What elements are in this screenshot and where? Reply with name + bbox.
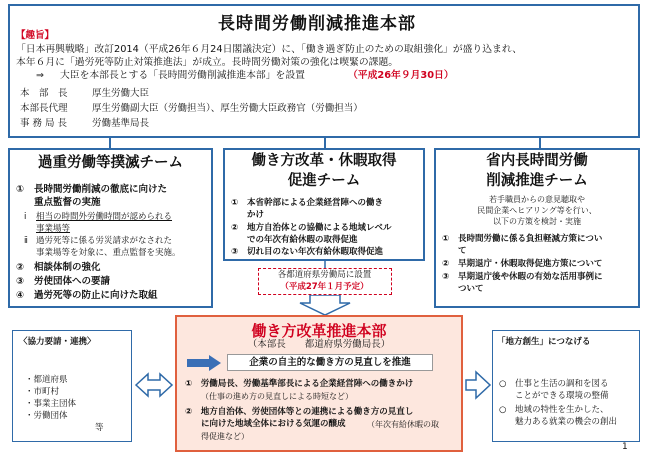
list-item: 重点監督の実施	[34, 197, 101, 208]
regional-revitalization-panel	[492, 330, 640, 442]
list-item: 地方自治体との協働による地域レベル	[247, 223, 392, 233]
list-item: 事業場等を対象に、重点監督を実施。	[36, 248, 181, 258]
purpose-label: 【趣旨】	[16, 30, 55, 41]
center-banner	[227, 354, 433, 371]
list-item: 長時間労働に係る負担軽減方策につい	[458, 234, 603, 244]
team-workstyle-panel	[223, 148, 425, 261]
member-role: 事 務 局 長	[20, 118, 68, 129]
team-desc: 以下の方策を検討・実施	[493, 217, 581, 226]
regional-heading: 「地方創生」につなげる	[497, 337, 591, 347]
list-item: 等	[95, 423, 104, 433]
list-item-num: ①	[442, 234, 450, 244]
list-item: かけ	[247, 210, 265, 220]
list-item-num: ①	[231, 198, 239, 208]
list-item: ・都道府県	[25, 375, 68, 385]
workstyle-reform-hq-panel	[175, 315, 463, 452]
team-title: 働き方改革・休暇取得	[251, 153, 397, 169]
list-item-num: ③	[442, 272, 450, 282]
team-overwork-panel	[8, 148, 213, 308]
purpose-line-2: 本年６月に「過労死等防止対策推進法」が成立。長時間労働対策の強化は喫緊の課題。	[16, 57, 399, 68]
list-item: ことができる環境の整備	[515, 391, 609, 401]
bullet-mark: ○	[499, 405, 507, 415]
list-item-num: ②	[16, 262, 25, 273]
list-item: 地域の特性を生かした、	[515, 405, 609, 415]
note-text: 各都道府県労働局に設置	[277, 270, 372, 280]
member-person: 厚生労働副大臣（労働担当）、厚生労働大臣政務官（労働担当）	[92, 103, 363, 114]
list-item: て	[458, 246, 467, 256]
purpose-line-3: 大臣を本部長とする「長時間労働削減推進本部」を設置	[60, 70, 305, 81]
team-ministry-panel	[434, 148, 640, 308]
member-person: 労働基準局長	[92, 118, 150, 129]
member-role: 本部長代理	[20, 103, 68, 114]
list-item: 事業場等	[36, 224, 71, 234]
list-item: 本省幹部による企業経営陣への働き	[247, 198, 384, 208]
list-item: ・市町村	[25, 387, 60, 397]
list-item-num: ③	[16, 276, 25, 287]
right-arrow-icon	[187, 355, 223, 371]
list-item: ・労働団体	[25, 411, 68, 421]
member-person: 厚生労働大臣	[92, 88, 150, 99]
list-item-num: ②	[442, 259, 450, 269]
center-title: 働き方改革推進本部	[251, 322, 387, 340]
center-item-note: （仕事の進め方の見直しによる時短など）	[201, 392, 353, 401]
center-item-note: （年次有給休暇の取	[367, 420, 439, 429]
team-title: 過重労働等撲滅チーム	[38, 155, 183, 171]
list-item-num: ①	[16, 184, 25, 195]
list-item: 相当の時間外労働時間が認められる	[36, 212, 173, 222]
list-item: 切れ目のない年次有給休暇取得促進	[247, 247, 384, 257]
page-title: 長時間労働削減推進本部	[218, 14, 416, 34]
list-item: 過労死等の防止に向けた取組	[34, 290, 158, 301]
list-item-num: ⅱ	[24, 236, 28, 246]
page-number: 1	[622, 442, 628, 452]
list-item: ついて	[458, 284, 484, 294]
list-item: 過労死等に係る労災請求がなされた	[36, 236, 173, 246]
list-item: ・事業主団体	[25, 399, 77, 409]
team-title: 省内長時間労働	[486, 153, 588, 169]
list-item: での年次有給休暇の取得促進	[247, 235, 358, 245]
list-item-num: ③	[231, 247, 239, 257]
team-desc: 若手職員からの意見聴取や	[489, 195, 585, 204]
purpose-date: （平成26年９月30日）	[348, 70, 454, 81]
list-item: 相談体制の強化	[34, 262, 101, 273]
team-title: 削減推進チーム	[486, 173, 588, 189]
list-item: 労使団体への要請	[34, 276, 111, 287]
center-item: ② 地方自治体、労使団体等との連携による働き方の見直し	[185, 407, 414, 417]
list-item: 早期退庁・休暇取得促進方策について	[458, 259, 603, 269]
center-item: ① 労働局長、労働基準部長による企業経営陣への働きかけ	[185, 379, 414, 389]
center-subtitle: （本部長 都道府県労働局長）	[247, 339, 391, 350]
list-item: 早期退庁後や休暇の有効な活用事例に	[458, 272, 603, 282]
list-item-num: ⅰ	[24, 212, 27, 222]
list-item-num: ④	[16, 290, 25, 301]
purpose-line-1: 「日本再興戦略」改訂2014（平成26年６月24日閣議決定）に、「働き過ぎ防止のための取組強化」が盛り込まれ、	[16, 44, 523, 55]
banner-text: 企業の自主的な働き方の見直しを推進	[249, 357, 411, 368]
center-item-note: 得促進など）	[201, 432, 249, 441]
member-role: 本 部 長	[20, 88, 68, 99]
team-desc: 民間企業へヒアリング等を行い、	[477, 206, 597, 215]
center-item: に向けた地域全体における気運の醸成	[201, 419, 346, 429]
list-item: 魅力ある就業の機会の創出	[515, 417, 618, 427]
bullet-mark: ○	[499, 379, 507, 389]
list-item-num: ②	[231, 223, 239, 233]
prefecture-note	[258, 268, 392, 295]
list-item: 仕事と生活の調和を図る	[515, 379, 609, 389]
list-item: 長時間労働削減の徹底に向けた	[34, 184, 168, 195]
note-date: （平成27年１月予定）	[280, 282, 369, 292]
cooperation-panel	[12, 330, 132, 442]
arrow-icon: ⇒	[36, 70, 44, 81]
cooperation-heading: 〈協力要請・連携〉	[19, 337, 96, 347]
team-title: 促進チーム	[287, 173, 361, 189]
